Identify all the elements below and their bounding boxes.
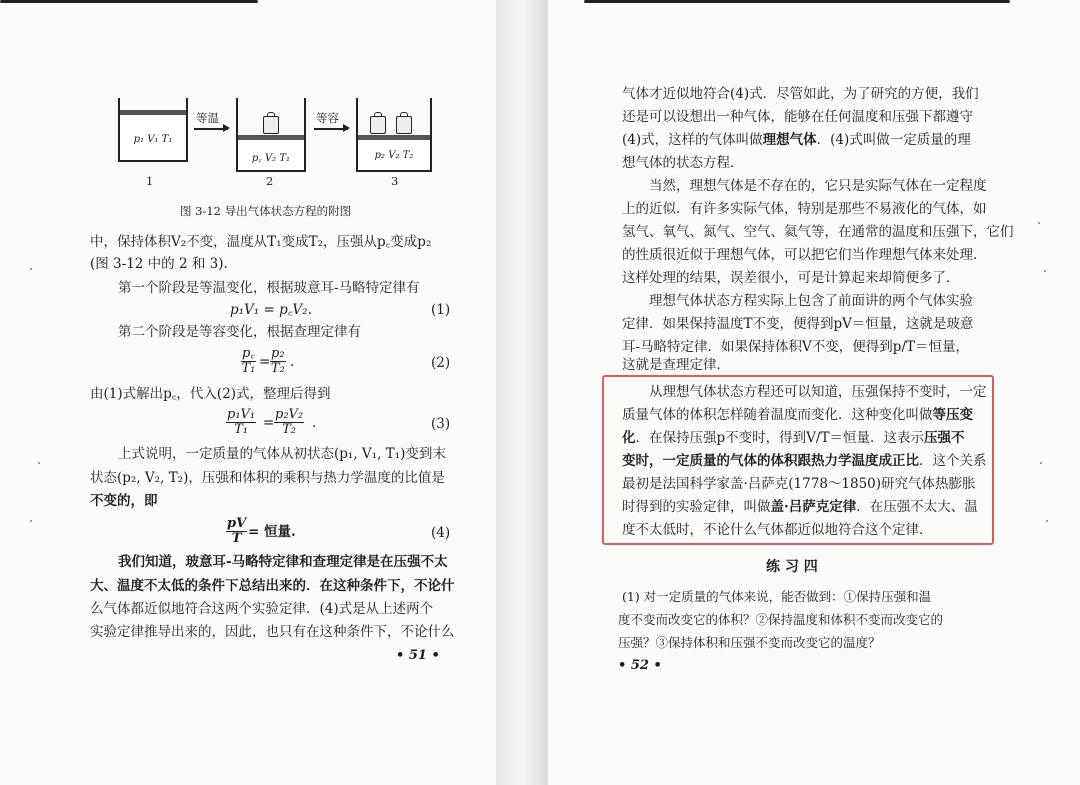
beaker-2 (236, 98, 306, 172)
text-line: 由(1)式解出p꜀，代入(2)式，整理后得到 (90, 386, 331, 402)
state-3-label: p₂ V₂ T₂ (374, 150, 414, 161)
text-line: 当然，理想气体是不存在的，它只是实际气体在一定程度 (649, 178, 987, 194)
equation-number: (4) (431, 525, 451, 541)
weight-icon (263, 116, 279, 134)
text-line: 最初是法国科学家盖·吕萨克(1778～1850)研究气体热膨胀 (622, 476, 976, 492)
exercise-line: 度不变而改变它的体积？②保持温度和体积不变而改变它的 (618, 612, 944, 627)
page-number: • 52 • (618, 658, 662, 673)
arrow-1 (194, 128, 228, 130)
text-line: 理想气体状态方程实际上包含了前面讲的两个气体实验 (649, 293, 973, 309)
exercise-line: 压强？③保持体积和压强不变而改变它的温度？ (618, 635, 881, 650)
state-2-number: 2 (266, 174, 274, 188)
state-3-number: 3 (391, 174, 399, 188)
beaker-3 (356, 98, 432, 172)
state-1-number: 1 (146, 174, 154, 188)
text-line: 大、温度不太低的条件下总结出来的．在这种条件下，不论什 (90, 578, 455, 594)
page-left: p₁ V₁ T₁ 1 等温 p꜀ V₂ T₁ 2 等容 p₂ V₂ T₂ 3 图 3-12 导出气体状态方程的附图 中，保持体积V₂不变，温度从T₁变成T₂，压强从p꜀变成p₂ (图 3-12 中的 2 和 3). 第一个阶段是等温变化，根据玻意耳-马略特定律有 p₁V₁ = p꜀V₂. (1) 第二个阶段是等容变化，根据查理定律有 $\frac{p꜀}{\text{T₁}}$ = $\frac{\text{p₂}}{\text{T₂}}$ . (2) 由(1)式解出p꜀，代入(2)式，整理后得到 $\frac{\text{p₁V₁}}{\text{T₁}}$ = $\frac{\text{p₂V₂}}{\text{T₂}}$ . (3) 上式说明，一定质量的气体从初状态(p₁, V₁, T₁)变到末 状态(p₂, V₂, T₂)，压强和体积的乘积与热力学温度的比值是 不变的，即 $\frac{pV}{T}$ = 恒量. (4) 我们知道，玻意耳-马略特定律和查理定律是在压强不太 大、温度不太低的条件下总结出来的．在这种条件下，不论什 么气体都近似地符合这两个实验定律．(4)式是从上述两个 实验定律推导出来的，因此，也只有在这种条件下，不论什么 • 51 • (0, 0, 496, 785)
text-line: 度不太低时，不论什么气体都近似地符合这个定律． (622, 522, 933, 538)
text-line: 第二个阶段是等容变化，根据查理定律有 (118, 324, 361, 340)
state-1-label: p₁ V₁ T₁ (133, 134, 173, 145)
text-line: 耳-马略特定律．如果保持体积V不变，便得到p/T＝恒量， (622, 339, 970, 355)
top-edge-bar (0, 0, 258, 3)
text-line: 想气体的状态方程． (622, 155, 744, 171)
exercise-line: (1) 对一定质量的气体来说，能否做到：①保持压强和温 (622, 589, 932, 604)
text-line: 上式说明，一定质量的气体从初状态(p₁, V₁, T₁)变到末 (118, 446, 446, 462)
text-line: 这就是查理定律． (622, 357, 730, 373)
text-line: 定律．如果保持温度T不变，便得到pV＝恒量，这就是玻意 (622, 316, 974, 332)
text-line: 时得到的实验定律，叫做盖·吕萨克定律．在压强不太大、温 (622, 499, 978, 515)
text-line: 中，保持体积V₂不变，温度从T₁变成T₂，压强从p꜀变成p₂ (90, 234, 432, 250)
book-gutter (496, 0, 548, 785)
equation-number: (3) (431, 416, 451, 432)
text-line: 变时，一定质量的气体的体积跟热力学温度成正比．这个关系 (622, 453, 987, 469)
text-line: 我们知道，玻意耳-马略特定律和查理定律是在压强不太 (118, 554, 448, 570)
text-line: 这样处理的结果，误差很小，可是计算起来却简便多了． (622, 270, 960, 286)
text-line: 质量气体的体积怎样随着温度而变化．这种变化叫做等压变 (622, 407, 973, 423)
text-line: 从理想气体状态方程还可以知道，压强保持不变时，一定 (649, 384, 987, 400)
figure-caption: 图 3-12 导出气体状态方程的附图 (180, 204, 352, 218)
equation-number: (2) (431, 355, 451, 371)
text-line: 第一个阶段是等温变化，根据玻意耳-马略特定律有 (118, 280, 420, 296)
text-line: 气体才近似地符合(4)式．尽管如此，为了研究的方便，我们 (622, 86, 979, 102)
text-line: (4)式，这样的气体叫做理想气体．(4)式叫做一定质量的理 (622, 132, 971, 148)
state-2-label: p꜀ V₂ T₁ (251, 153, 291, 164)
equation-1: p₁V₁ = p꜀V₂. (230, 302, 312, 318)
page-right (548, 0, 1080, 785)
beaker-1 (118, 98, 188, 162)
weight-icon (370, 116, 386, 134)
weight-icon (396, 116, 412, 134)
arrow-2 (314, 128, 348, 130)
text-line: 的性质很近似于理想气体，可以把它们当作理想气体来处理． (622, 247, 987, 263)
text-line: 氢气、氧气、氮气、空气、氦气等，在通常的温度和压强下，它们 (622, 224, 1014, 240)
arrow-2-label: 等容 (316, 111, 339, 125)
exercise-title: 练 习 四 (766, 559, 818, 575)
text-line: 不变的，即 (90, 493, 158, 509)
text-line: 化．在保持压强p不变时，得到V/T＝恒量．这表示压强不 (622, 430, 965, 446)
text-line: 还是可以设想出一种气体，能够在任何温度和压强下都遵守 (622, 109, 973, 125)
text-line: (图 3-12 中的 2 和 3). (90, 256, 228, 272)
text-line: 实验定律推导出来的，因此，也只有在这种条件下，不论什么 (90, 624, 455, 640)
text-line: 上的近似．有许多实际气体，特别是那些不易液化的气体，如 (622, 201, 987, 217)
equation-number: (1) (431, 302, 451, 318)
text-line: 状态(p₂, V₂, T₂)，压强和体积的乘积与热力学温度的比值是 (90, 470, 445, 486)
top-edge-bar (584, 0, 1010, 3)
arrow-1-label: 等温 (196, 111, 219, 125)
text-line: 么气体都近似地符合这两个实验定律．(4)式是从上述两个 (90, 601, 434, 617)
page-number: • 51 • (396, 648, 440, 663)
